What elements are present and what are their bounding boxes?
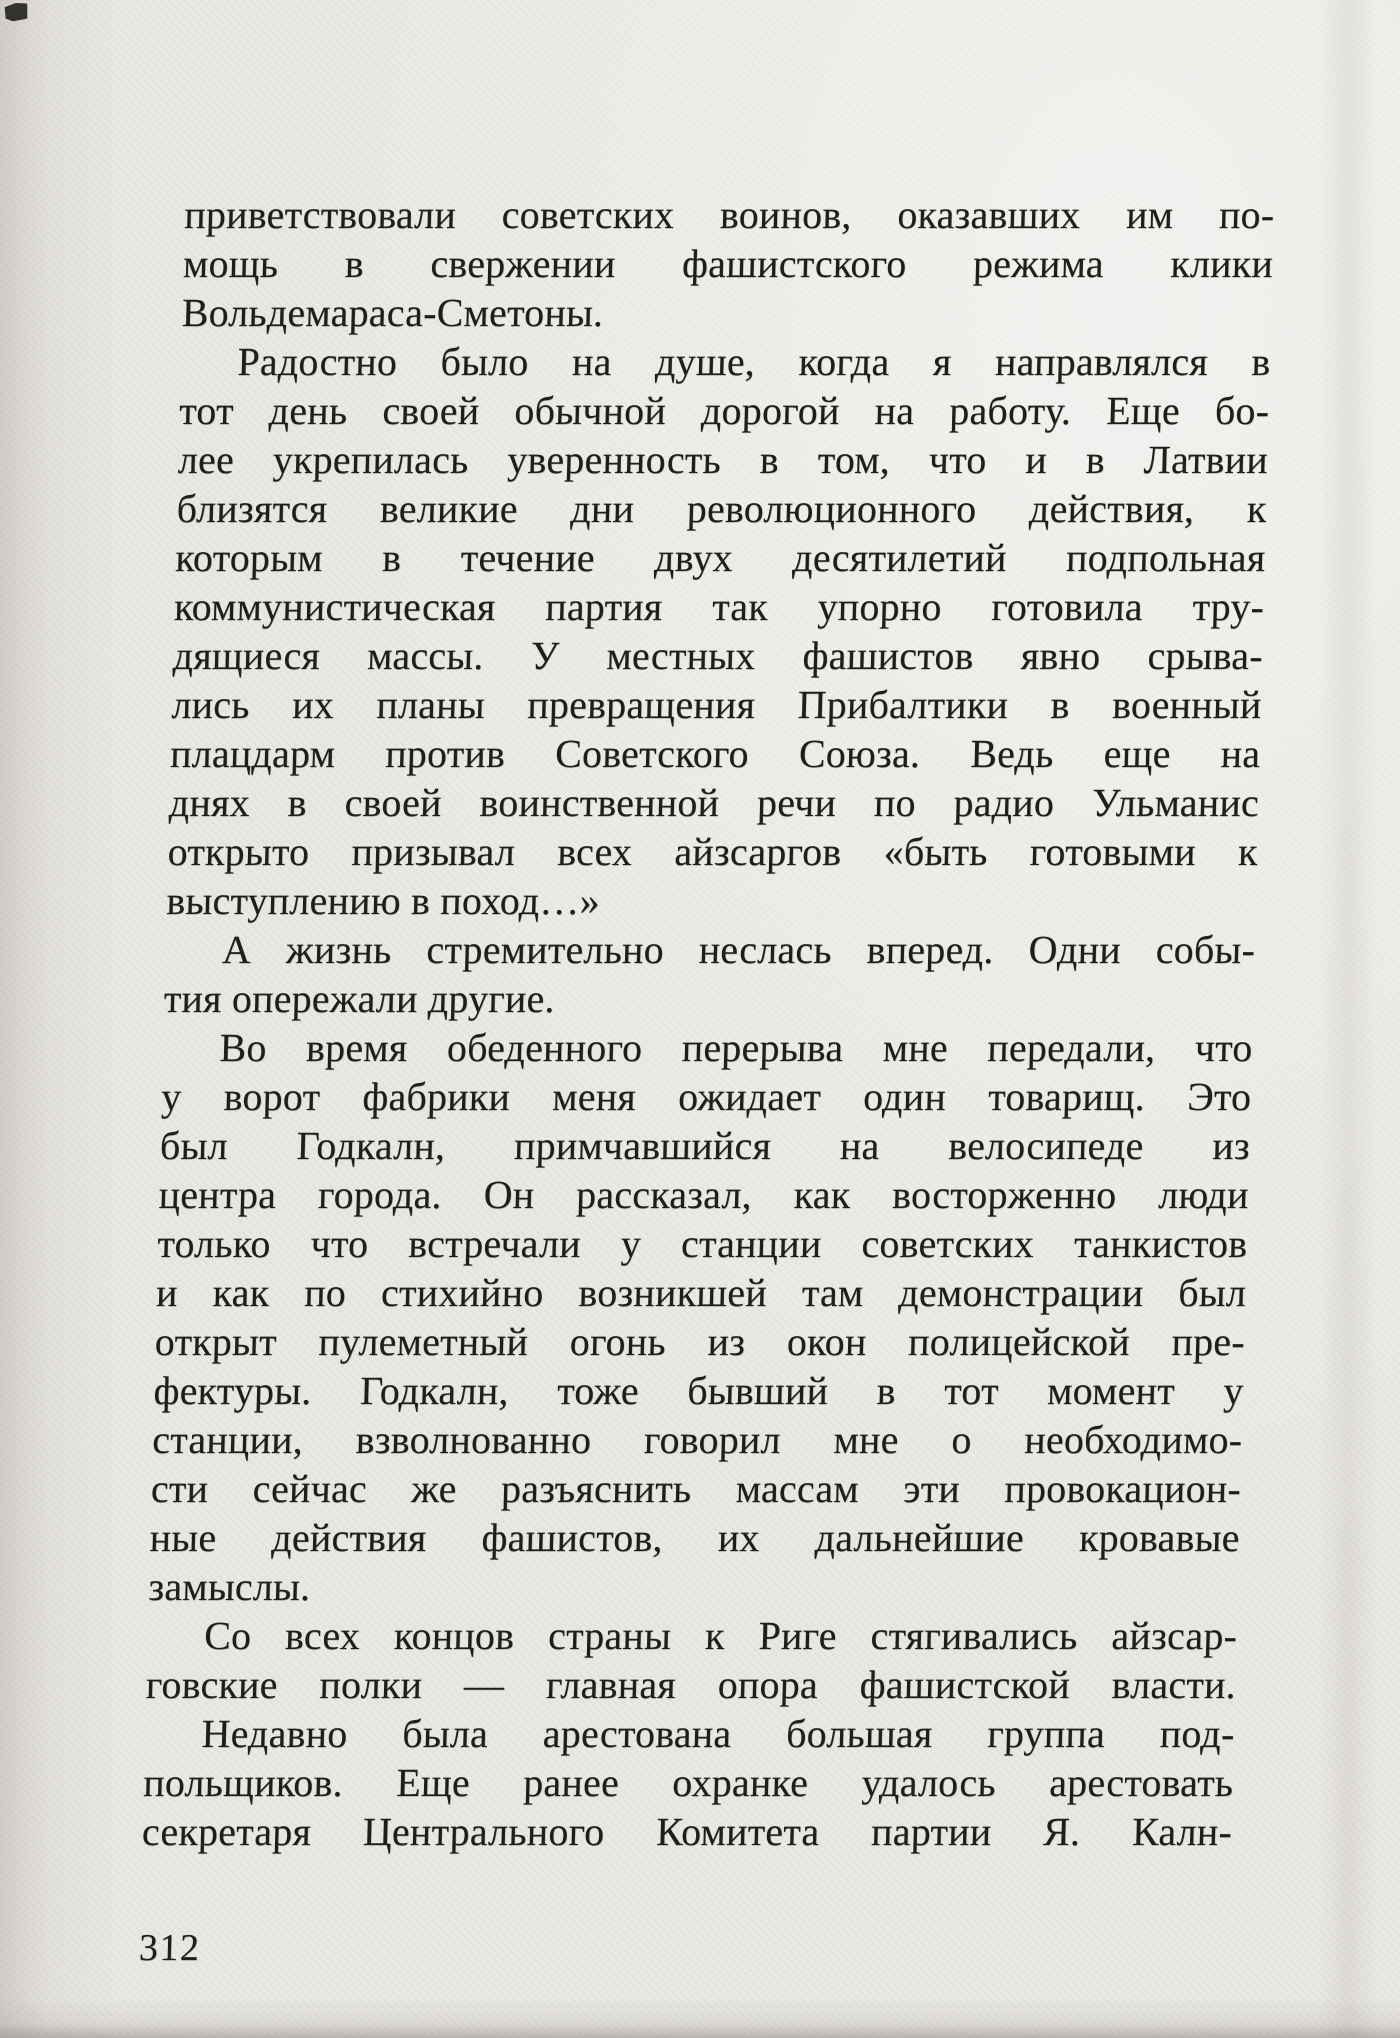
text-line: Со всех концов страны к Риге стягивались айзсар- bbox=[203, 1613, 1238, 1658]
paragraph bbox=[181, 190, 1275, 337]
text-line: дящиеся массы. У местных фашистов явно срыва- bbox=[172, 633, 1264, 678]
page-number: 312 bbox=[138, 1927, 202, 1969]
text-line: тия опережали другие. bbox=[163, 976, 556, 1021]
paragraph bbox=[141, 1709, 1235, 1856]
text-line: открыто призывал всех айзсаргов «быть готовыми к bbox=[167, 829, 1259, 874]
text-line: станции, взволнованно говорил мне о необходимо- bbox=[151, 1417, 1243, 1462]
text-line: плацдарм против Советского Союза. Ведь еще на bbox=[169, 731, 1261, 776]
text-line: выступлению в поход…» bbox=[165, 878, 601, 923]
text-line: А жизнь стремительно неслась вперед. Одни собы- bbox=[221, 927, 1256, 972]
text-line: был Годкалн, примчавшийся на велосипеде из bbox=[159, 1123, 1251, 1168]
text-line: польщиков. Еще ранее охранке удалось арестовать bbox=[142, 1760, 1234, 1805]
text-line: мощь в свержении фашистского режима клики bbox=[182, 241, 1274, 286]
text-line: днях в своей воинственной речи по радио Ульманис bbox=[168, 780, 1260, 825]
text-line: которым в течение двух десятилетий подпольная bbox=[174, 535, 1266, 580]
text-line: приветствовали советских воинов, оказавших им по- bbox=[183, 192, 1275, 237]
text-line: Вольдемараса-Сметоны. bbox=[181, 290, 604, 335]
text-line: близятся великие дни революционного действия, к bbox=[176, 486, 1268, 531]
text-line: центра города. Он рассказал, как восторженно люди bbox=[158, 1172, 1250, 1217]
text-line: и как по стихийно возникшей там демонстрации был bbox=[155, 1270, 1247, 1315]
text-line: у ворот фабрики меня ожидает один товарищ. Это bbox=[160, 1074, 1252, 1119]
text-line: замыслы. bbox=[147, 1564, 311, 1609]
text-line: Радостно было на душе, когда я направлялся в bbox=[236, 339, 1272, 384]
scan-artifact-mark bbox=[4, 2, 28, 22]
text-line: сти сейчас же разъяснить массам эти провокацион- bbox=[150, 1466, 1242, 1511]
text-line: лее укрепилась уверенность в том, что и в Латвии bbox=[177, 437, 1269, 482]
text-line: Недавно была арестована большая группа под- bbox=[201, 1711, 1236, 1756]
text-line: фектуры. Годкалн, тоже бывший в тот момент у bbox=[152, 1368, 1245, 1413]
text-line: открыт пулеметный огонь из окон полицейской пре- bbox=[154, 1319, 1246, 1364]
text-line: Во время обеденного перерыва мне передали, что bbox=[218, 1025, 1254, 1070]
paragraph bbox=[163, 925, 1256, 1023]
paragraph bbox=[148, 1023, 1253, 1611]
text-block bbox=[138, 0, 1280, 1973]
text-line: только что встречали у станции советских танкистов bbox=[156, 1221, 1249, 1266]
text-line: секретаря Центрального Комитета партии Я. Калн- bbox=[141, 1809, 1233, 1854]
paragraph bbox=[166, 337, 1271, 925]
text-line: ные действия фашистов, их дальнейшие кровавые bbox=[149, 1515, 1241, 1560]
text-line: коммунистическая партия так упорно готовила тру- bbox=[173, 584, 1265, 629]
paragraph bbox=[145, 1611, 1238, 1709]
text-line: тот день своей обычной дорогой на работу. Еще бо- bbox=[178, 388, 1270, 433]
text-line: говские полки — главная опора фашистской власти. bbox=[145, 1662, 1237, 1707]
text-line: лись их планы превращения Прибалтики в военный bbox=[170, 682, 1263, 727]
